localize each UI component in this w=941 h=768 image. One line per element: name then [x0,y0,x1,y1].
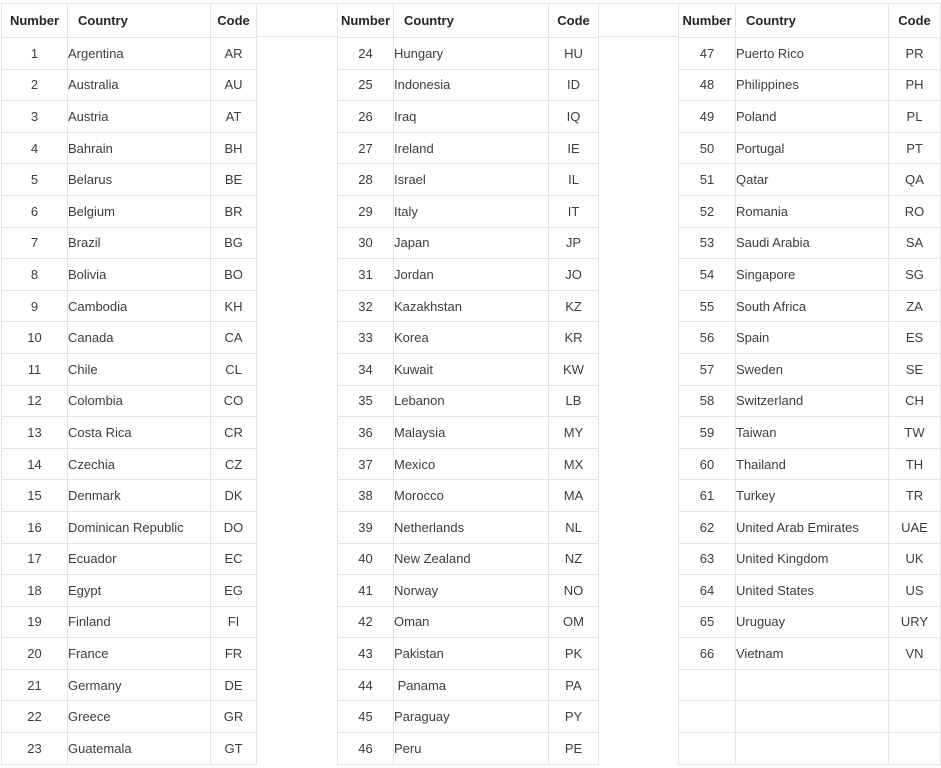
table-gap-spacer [257,3,337,37]
table-row [679,701,941,733]
cell-code: TW [889,417,941,449]
cell-number: 17 [2,543,68,575]
table-row [338,701,599,733]
cell-country: Indonesia [394,69,549,101]
table-row [2,101,257,133]
table-row [679,385,941,417]
table-row [2,259,257,291]
cell-code: ZA [889,290,941,322]
table-row [679,511,941,543]
cell-number: 19 [2,606,68,638]
cell-code [889,733,941,765]
table-row [338,733,599,765]
cell-country: Czechia [68,448,211,480]
cell-country: Canada [68,322,211,354]
table-row [338,448,599,480]
cell-country: Peru [394,733,549,765]
cell-number: 22 [2,701,68,733]
cell-country: Uruguay [736,606,889,638]
cell-country: Italy [394,195,549,227]
cell-country: United Arab Emirates [736,511,889,543]
cell-country: Mexico [394,448,549,480]
column-header-number: Number [338,4,394,38]
table-row [338,195,599,227]
column-header-number: Number [679,4,736,38]
table-row [338,511,599,543]
cell-code: AT [211,101,257,133]
cell-code: DE [211,669,257,701]
cell-country: Guatemala [68,733,211,765]
cell-code: PK [549,638,599,670]
column-header-country: Country [736,4,889,38]
cell-code: NZ [549,543,599,575]
cell-code: CR [211,417,257,449]
column-header-country: Country [394,4,549,38]
cell-country: Spain [736,322,889,354]
cell-number: 65 [679,606,736,638]
cell-number: 6 [2,195,68,227]
cell-country: Netherlands [394,511,549,543]
cell-code: IT [549,195,599,227]
cell-number: 59 [679,417,736,449]
table-row [679,322,941,354]
column-header-code: Code [549,4,599,38]
cell-country: Costa Rica [68,417,211,449]
cell-number: 52 [679,195,736,227]
column-header-code: Code [211,4,257,38]
table-row [679,195,941,227]
cell-number: 28 [338,164,394,196]
cell-code: AR [211,38,257,70]
cell-code: IQ [549,101,599,133]
cell-number [679,701,736,733]
cell-country: Chile [68,353,211,385]
table-row [338,480,599,512]
cell-number: 63 [679,543,736,575]
column-header-country: Country [68,4,211,38]
cell-number: 14 [2,448,68,480]
table-row [2,38,257,70]
table-row [2,701,257,733]
cell-country [736,701,889,733]
cell-number: 12 [2,385,68,417]
cell-country: Philippines [736,69,889,101]
cell-code: OM [549,606,599,638]
cell-country: Colombia [68,385,211,417]
cell-code: PA [549,669,599,701]
cell-country: Denmark [68,480,211,512]
cell-code: PE [549,733,599,765]
cell-code: BG [211,227,257,259]
cell-code: AU [211,69,257,101]
cell-code: SA [889,227,941,259]
cell-number: 39 [338,511,394,543]
cell-country: Turkey [736,480,889,512]
table-row [679,480,941,512]
cell-country: Panama [394,669,549,701]
table-row [338,101,599,133]
table-row [679,164,941,196]
cell-number: 20 [2,638,68,670]
cell-number: 50 [679,132,736,164]
cell-code: BO [211,259,257,291]
cell-code: CA [211,322,257,354]
table-row [2,385,257,417]
cell-country: Korea [394,322,549,354]
cell-number: 16 [2,511,68,543]
cell-code: CL [211,353,257,385]
cell-country: Ecuador [68,543,211,575]
cell-number: 4 [2,132,68,164]
cell-country: Taiwan [736,417,889,449]
cell-number: 32 [338,290,394,322]
cell-country: Puerto Rico [736,38,889,70]
cell-code: DK [211,480,257,512]
table-gap-spacer [599,3,678,37]
cell-number: 23 [2,733,68,765]
table-row [2,417,257,449]
cell-code: KZ [549,290,599,322]
cell-number: 2 [2,69,68,101]
cell-country: Iraq [394,101,549,133]
table-row [338,69,599,101]
cell-code: SE [889,353,941,385]
cell-country: Dominican Republic [68,511,211,543]
cell-code: JO [549,259,599,291]
table-row [679,575,941,607]
cell-number: 42 [338,606,394,638]
cell-number: 43 [338,638,394,670]
cell-number: 53 [679,227,736,259]
cell-code: KH [211,290,257,322]
cell-country: Brazil [68,227,211,259]
cell-number: 7 [2,227,68,259]
table-row [2,606,257,638]
cell-code: HU [549,38,599,70]
cell-code: TR [889,480,941,512]
cell-number: 5 [2,164,68,196]
cell-code: FI [211,606,257,638]
cell-number: 49 [679,101,736,133]
cell-code: CH [889,385,941,417]
cell-number: 55 [679,290,736,322]
cell-code [889,701,941,733]
cell-code: LB [549,385,599,417]
cell-number: 38 [338,480,394,512]
table-row [679,38,941,70]
table-row [2,638,257,670]
cell-country: Malaysia [394,417,549,449]
cell-country: New Zealand [394,543,549,575]
cell-country: Japan [394,227,549,259]
cell-number: 60 [679,448,736,480]
cell-number: 31 [338,259,394,291]
cell-code: CZ [211,448,257,480]
cell-code: DO [211,511,257,543]
cell-code: PR [889,38,941,70]
cell-code: PH [889,69,941,101]
table-row [679,69,941,101]
cell-country: Kuwait [394,353,549,385]
cell-country: Switzerland [736,385,889,417]
cell-country: Morocco [394,480,549,512]
cell-country: Hungary [394,38,549,70]
cell-country: Singapore [736,259,889,291]
table-row [338,575,599,607]
cell-code: PY [549,701,599,733]
cell-number: 30 [338,227,394,259]
cell-country: Germany [68,669,211,701]
cell-country: Greece [68,701,211,733]
cell-country: Vietnam [736,638,889,670]
cell-number: 62 [679,511,736,543]
cell-number: 57 [679,353,736,385]
cell-number: 40 [338,543,394,575]
cell-country: Belarus [68,164,211,196]
table-row [338,638,599,670]
cell-code: KR [549,322,599,354]
table-row [679,259,941,291]
table-row [338,669,599,701]
cell-country: Belgium [68,195,211,227]
cell-number: 8 [2,259,68,291]
cell-number: 47 [679,38,736,70]
table-row [679,417,941,449]
table-row [338,38,599,70]
table-row [2,733,257,765]
cell-country: Saudi Arabia [736,227,889,259]
cell-number: 36 [338,417,394,449]
cell-number: 64 [679,575,736,607]
cell-code: NL [549,511,599,543]
cell-country: Bahrain [68,132,211,164]
cell-code: BR [211,195,257,227]
table-row [2,543,257,575]
cell-country: United Kingdom [736,543,889,575]
column-header-number: Number [2,4,68,38]
cell-number: 46 [338,733,394,765]
table-row [679,543,941,575]
cell-number: 10 [2,322,68,354]
table-row [2,195,257,227]
cell-number: 58 [679,385,736,417]
table-row [338,132,599,164]
table-row [679,227,941,259]
table-header-row [679,4,941,38]
cell-number: 21 [2,669,68,701]
cell-country: Jordan [394,259,549,291]
table-row [2,448,257,480]
cell-code: PL [889,101,941,133]
table-row [679,290,941,322]
cell-code: EG [211,575,257,607]
cell-code: UK [889,543,941,575]
table-row [2,164,257,196]
cell-code: SG [889,259,941,291]
cell-number: 56 [679,322,736,354]
cell-number [679,669,736,701]
cell-code: CO [211,385,257,417]
cell-number: 45 [338,701,394,733]
cell-country: South Africa [736,290,889,322]
cell-code: MA [549,480,599,512]
cell-number: 41 [338,575,394,607]
table-header-row [338,4,599,38]
cell-code: ES [889,322,941,354]
table-row [338,227,599,259]
cell-number: 25 [338,69,394,101]
cell-number: 26 [338,101,394,133]
cell-country: Cambodia [68,290,211,322]
cell-country [736,669,889,701]
cell-country: Qatar [736,164,889,196]
cell-country: Australia [68,69,211,101]
cell-number: 24 [338,38,394,70]
cell-code: JP [549,227,599,259]
table-row [338,543,599,575]
cell-country: Finland [68,606,211,638]
table-row [2,480,257,512]
cell-code: TH [889,448,941,480]
cell-country: Oman [394,606,549,638]
country-table-2 [337,3,599,765]
table-row [2,575,257,607]
cell-country: Kazakhstan [394,290,549,322]
table-row [338,353,599,385]
cell-code: VN [889,638,941,670]
cell-code: GT [211,733,257,765]
table-row [679,132,941,164]
cell-country: Ireland [394,132,549,164]
cell-code [889,669,941,701]
table-row [679,733,941,765]
cell-country: Poland [736,101,889,133]
table-row [679,638,941,670]
cell-code: FR [211,638,257,670]
cell-number: 61 [679,480,736,512]
cell-number: 3 [2,101,68,133]
table-row [2,132,257,164]
cell-number: 34 [338,353,394,385]
table-header-row [2,4,257,38]
cell-country: Thailand [736,448,889,480]
cell-code: IE [549,132,599,164]
cell-number: 11 [2,353,68,385]
cell-number: 44 [338,669,394,701]
cell-country [736,733,889,765]
cell-country: Egypt [68,575,211,607]
cell-code: RO [889,195,941,227]
cell-code: PT [889,132,941,164]
table-row [679,353,941,385]
column-header-code: Code [889,4,941,38]
cell-number: 37 [338,448,394,480]
cell-code: IL [549,164,599,196]
table-row [679,448,941,480]
cell-country: Bolivia [68,259,211,291]
country-table-1 [1,3,257,765]
cell-code: EC [211,543,257,575]
table-row [338,259,599,291]
table-row [338,290,599,322]
cell-country: France [68,638,211,670]
table-row [679,606,941,638]
cell-code: GR [211,701,257,733]
cell-country: Romania [736,195,889,227]
table-row [679,101,941,133]
table-row [2,669,257,701]
table-row [338,322,599,354]
cell-number [679,733,736,765]
cell-country: Lebanon [394,385,549,417]
table-row [2,322,257,354]
cell-number: 35 [338,385,394,417]
cell-number: 15 [2,480,68,512]
table-row [2,511,257,543]
cell-number: 1 [2,38,68,70]
cell-code: UAE [889,511,941,543]
cell-country: Argentina [68,38,211,70]
cell-number: 29 [338,195,394,227]
table-row [2,69,257,101]
cell-code: MY [549,417,599,449]
cell-code: NO [549,575,599,607]
cell-code: BH [211,132,257,164]
cell-country: Pakistan [394,638,549,670]
table-row [2,290,257,322]
cell-number: 54 [679,259,736,291]
cell-number: 13 [2,417,68,449]
cell-country: Norway [394,575,549,607]
cell-number: 66 [679,638,736,670]
cell-country: Portugal [736,132,889,164]
cell-number: 18 [2,575,68,607]
cell-country: Sweden [736,353,889,385]
cell-country: Israel [394,164,549,196]
table-row [338,385,599,417]
table-row [338,606,599,638]
table-row [338,164,599,196]
cell-number: 48 [679,69,736,101]
table-row [2,227,257,259]
cell-number: 51 [679,164,736,196]
cell-code: KW [549,353,599,385]
cell-number: 33 [338,322,394,354]
cell-number: 27 [338,132,394,164]
cell-code: URY [889,606,941,638]
table-row [2,353,257,385]
table-row [679,669,941,701]
table-row [338,417,599,449]
cell-code: US [889,575,941,607]
cell-code: MX [549,448,599,480]
country-table-3 [678,3,941,765]
cell-code: ID [549,69,599,101]
cell-code: BE [211,164,257,196]
cell-country: Austria [68,101,211,133]
cell-country: Paraguay [394,701,549,733]
cell-number: 9 [2,290,68,322]
cell-country: United States [736,575,889,607]
cell-code: QA [889,164,941,196]
